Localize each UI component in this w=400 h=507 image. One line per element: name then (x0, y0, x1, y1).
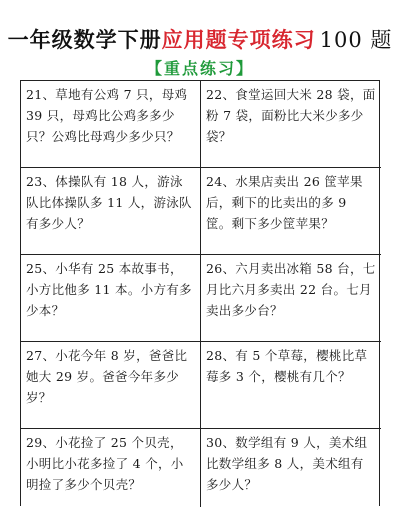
problem-24: 24、水果店卖出 26 筐苹果后，剩下的比卖出的多 9 筐。剩下多少筐苹果？ (201, 168, 381, 255)
problem-25: 25、小华有 25 本故事书，小方比他多 11 本。小方有多少本？ (21, 255, 201, 342)
problem-grid (20, 80, 380, 506)
problem-28: 28、有 5 个草莓，樱桃比草莓多 3 个，樱桃有几个？ (201, 342, 381, 429)
problem-27: 27、小花今年 8 岁，爸爸比她大 29 岁。爸爸今年多少岁？ (21, 342, 201, 429)
title-count: 100 题 (319, 28, 393, 52)
title-topic: 应用题专项练习 (161, 27, 316, 52)
page-title (0, 24, 400, 54)
page-subtitle: 【重点练习】 (145, 59, 254, 78)
title-grade: 一年级数学下册 (7, 27, 162, 52)
problem-23: 23、体操队有 18 人，游泳队比体操队多 11 人，游泳队有多少人？ (21, 168, 201, 255)
problem-22: 22、食堂运回大米 28 袋，面粉 7 袋，面粉比大米少多少袋？ (201, 81, 381, 168)
problem-30: 30、数学组有 9 人，美术组比数学组多 8 人，美术组有多少人？ (206, 435, 368, 492)
problem-21: 21、草地有公鸡 7 只，母鸡 39 只，母鸡比公鸡多多少只？公鸡比母鸡少多少只？ (21, 81, 201, 168)
problem-26: 26、六月卖出冰箱 58 台，七月比六月多卖出 22 台。七月卖出多少台？ (201, 255, 381, 342)
problem-29: 29、小花捡了 25 个贝壳，小明比小花多捡了 4 个，小明捡了多少个贝壳？ (21, 429, 201, 507)
